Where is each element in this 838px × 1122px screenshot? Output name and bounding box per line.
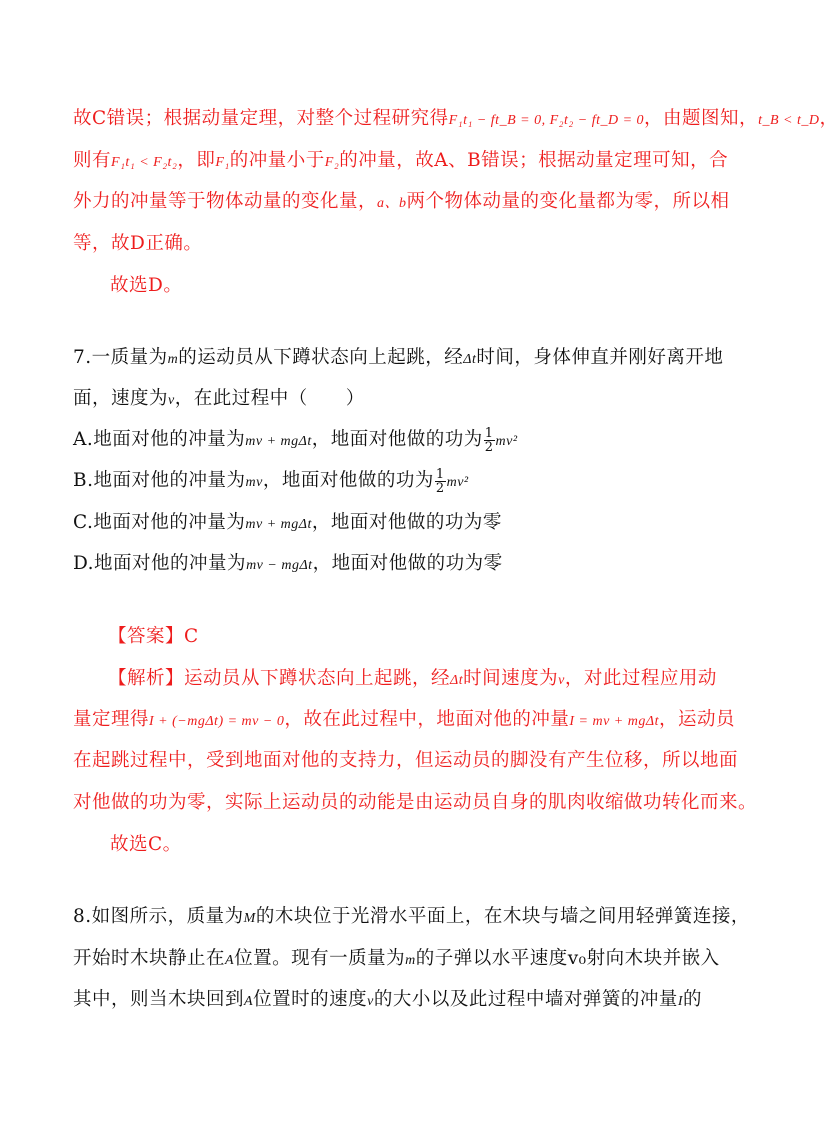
q8-stem-line-3: 其中，则当木块回到A位置时的速度v的大小以及此过程中墙对弹簧的冲量I的 [73,989,703,1010]
q7-answer: 【答案】C [108,626,199,647]
explanation-line-4: 等，故D正确。 [73,233,203,254]
equation: F₁t₁ − ft_B = 0, F₂t₂ − ft_D = 0 [448,113,645,128]
q7-analysis-line-2: 量定理得I + (−mgΔt) = mv − 0，故在此过程中，地面对他的冲量I = mv + mgΔt，运动员 [73,709,735,730]
equation: t_B < t_D [758,113,820,128]
q7-stem-line-2: 面，速度为v，在此过程中（ ） [73,388,365,409]
q7-analysis-line-3: 在起跳过程中，受到地面对他的支持力，但运动员的脚没有产生位移，所以地面 [73,750,739,771]
choice-line: 故选D。 [110,275,183,296]
q7-option-c: C.地面对他的冲量为mv + mgΔt，地面对他做的功为零 [73,512,502,533]
q7-option-b: B.地面对他的冲量为mv，地面对他做的功为 $\frac{1}{2}$ mv² [73,466,469,496]
explanation-line-3: 外力的冲量等于物体动量的变化量，a、b两个物体动量的变化量都为零，所以相 [73,191,730,212]
explanation-line-1: 故C错误；根据动量定理，对整个过程研究得F₁t₁ − ft_B = 0, F₂t₂ − ft_D = 0，由题图知，t_B < t_D， [73,108,838,129]
q7-choice: 故选C。 [110,834,182,855]
q7-option-d: D.地面对他的冲量为mv − mgΔt，地面对他做的功为零 [73,553,503,574]
explanation-line-2: 则有F₁t₁ < F₂t₂，即F₁的冲量小于F₂的冲量，故A、B错误；根据动量定理可知，合 [73,150,729,171]
q7-option-a: A.地面对他的冲量为mv + mgΔt，地面对他做的功为 $\frac{1}{2}$ mv² [73,425,518,455]
fraction: $\frac{1}{2}$ [435,466,445,496]
q8-stem-line-1: 8.如图所示，质量为M的木块位于光滑水平面上，在木块与墙之间用轻弹簧连接， [73,906,750,927]
q8-stem-line-2: 开始时木块静止在A位置。现有一质量为m的子弹以水平速度v₀射向木块并嵌入 [73,948,720,969]
q7-analysis-line-1: 【解析】运动员从下蹲状态向上起跳，经Δt时间速度为v，对此过程应用动 [108,668,717,689]
q7-stem-line-1: 7.一质量为m的运动员从下蹲状态向上起跳，经Δt时间，身体伸直并刚好离开地 [73,347,724,368]
q7-analysis-line-4: 对他做的功为零，实际上运动员的动能是由运动员自身的肌肉收缩做功转化而来。 [73,792,758,813]
fraction: $\frac{1}{2}$ [484,425,494,455]
